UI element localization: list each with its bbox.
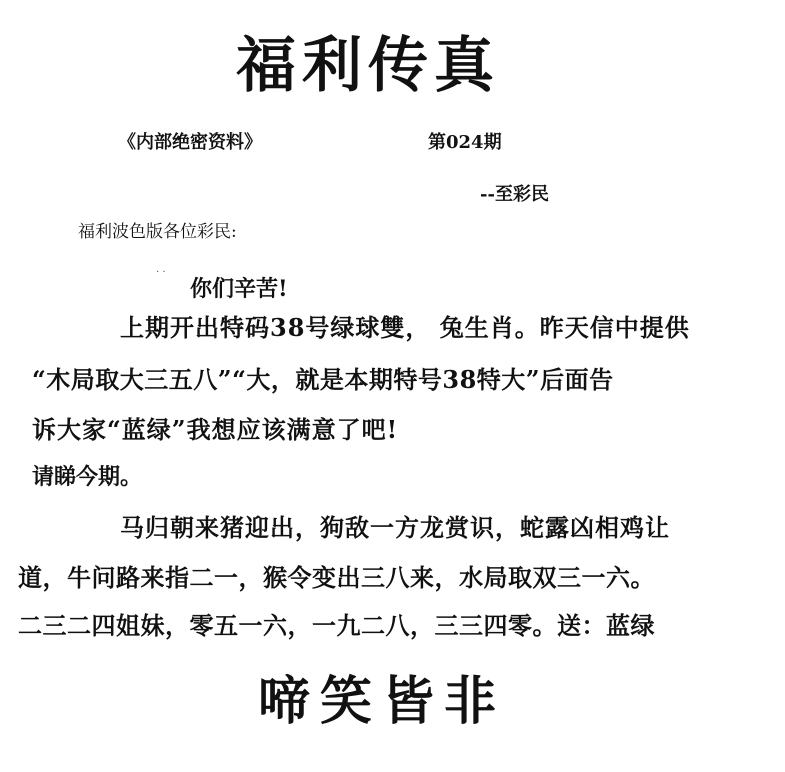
body-line: 诉大家“蓝绿”我想应该满意了吧! <box>32 415 399 444</box>
greeting: 你们辛苦! <box>190 276 288 302</box>
body-line: 道，牛问路来指二一，猴令变出三八来，水局取双三一六。 <box>18 563 655 592</box>
footer-title: 啼笑皆非 <box>258 671 507 732</box>
body-line: “木局取大三五八”“大，就是本期特号38特大”后面告 <box>32 365 614 394</box>
confidential-label: 《内部绝密资料》 <box>118 132 262 153</box>
body-line: 马归朝来猪迎出，狗敌一方龙赏识，蛇露凶相鸡让 <box>120 513 670 542</box>
decorative-dots: · · <box>156 267 166 278</box>
document-title: 福利传真 <box>236 31 500 101</box>
issue-number: 第024期 <box>428 132 502 153</box>
recipient-line: --至彩民 <box>480 184 549 205</box>
body-line: 上期开出特码38号绿球雙， 兔生肖。昨天信中提供 <box>120 313 690 342</box>
salutation: 福利波色版各位彩民: <box>78 222 237 242</box>
body-line: 二三二四姐妹，零五一六，一九二八，三三四零。送：蓝绿 <box>18 611 655 640</box>
body-line: 请睇今期。 <box>32 464 143 490</box>
